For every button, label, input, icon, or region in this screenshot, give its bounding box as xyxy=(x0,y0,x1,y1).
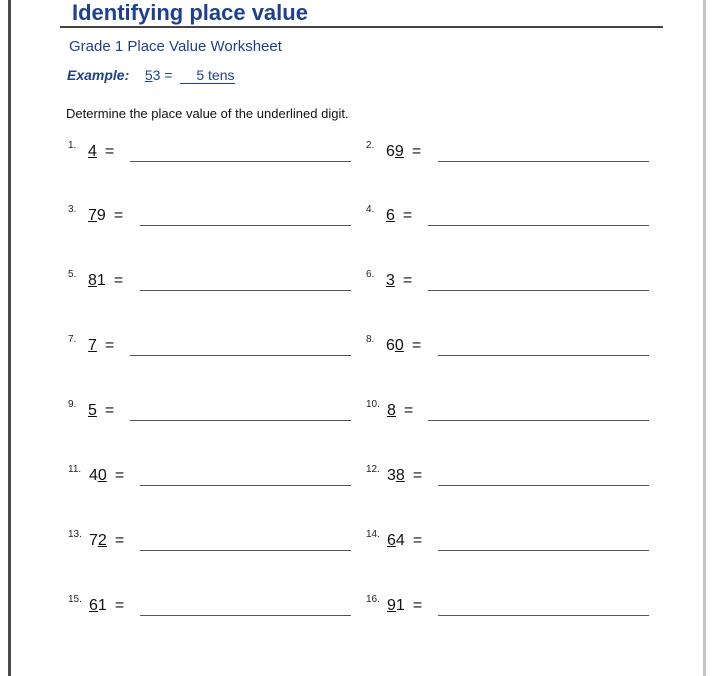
problem-number: 9. xyxy=(68,399,77,410)
problem-item xyxy=(68,529,358,556)
worksheet-title: Identifying place value xyxy=(72,0,308,25)
number-suffix: 1 xyxy=(96,272,106,289)
underlined-digit: 9 xyxy=(387,597,396,614)
problem-item xyxy=(68,464,358,491)
underlined-digit: 6 xyxy=(386,207,395,224)
underlined-digit: 3 xyxy=(386,272,395,289)
equals-sign: = xyxy=(403,402,414,419)
answer-line[interactable] xyxy=(130,355,351,356)
problem-expression xyxy=(89,532,124,550)
problem-number: 7. xyxy=(68,334,77,345)
equals-sign: = xyxy=(411,337,422,354)
problem-item xyxy=(68,140,358,167)
answer-line[interactable] xyxy=(438,615,649,616)
example-post: 3 = xyxy=(152,67,173,83)
problem-item xyxy=(68,204,358,231)
example-answer: 5 tens xyxy=(180,67,234,84)
equals-sign: = xyxy=(114,532,125,549)
problem-number: 3. xyxy=(68,204,77,215)
problem-number: 5. xyxy=(68,269,77,280)
equals-sign: = xyxy=(114,467,125,484)
equals-sign: = xyxy=(114,597,125,614)
problem-item xyxy=(366,334,656,361)
example-label: Example: xyxy=(67,67,130,83)
underlined-digit: 8 xyxy=(387,402,396,419)
problem-expression xyxy=(88,207,123,225)
answer-line[interactable] xyxy=(438,550,649,551)
example-line xyxy=(67,67,235,84)
underlined-digit: 0 xyxy=(97,467,107,484)
worksheet-subtitle: Grade 1 Place Value Worksheet xyxy=(69,38,282,55)
problem-number: 8. xyxy=(366,334,375,345)
problem-item xyxy=(366,204,656,231)
number-prefix: 6 xyxy=(386,143,395,160)
left-border xyxy=(8,0,11,676)
answer-line[interactable] xyxy=(130,420,351,421)
problem-item xyxy=(68,334,358,361)
problem-expression xyxy=(89,597,124,615)
instructions: Determine the place value of the underlined digit. xyxy=(66,106,349,121)
title-divider xyxy=(60,26,663,28)
problem-number: 12. xyxy=(366,464,380,475)
problem-item xyxy=(366,140,656,167)
problem-number: 11. xyxy=(68,464,82,475)
equals-sign: = xyxy=(113,207,124,224)
underlined-digit: 8 xyxy=(395,467,405,484)
answer-line[interactable] xyxy=(130,161,351,162)
underlined-digit: 7 xyxy=(88,337,97,354)
problem-expression xyxy=(88,272,123,290)
underlined-digit: 6 xyxy=(89,597,98,614)
problem-expression xyxy=(386,272,412,290)
problem-item xyxy=(366,269,656,296)
problem-expression xyxy=(89,467,124,485)
problem-number: 1. xyxy=(68,140,77,151)
answer-line[interactable] xyxy=(438,355,649,356)
problem-expression xyxy=(386,207,412,225)
equals-sign: = xyxy=(402,207,413,224)
equals-sign: = xyxy=(412,532,423,549)
equals-sign: = xyxy=(402,272,413,289)
problem-number: 10. xyxy=(366,399,380,410)
problem-number: 14. xyxy=(366,529,380,540)
problem-number: 4. xyxy=(366,204,375,215)
problem-expression xyxy=(88,337,114,355)
problem-number: 15. xyxy=(68,594,82,605)
problem-item xyxy=(68,269,358,296)
underlined-digit: 7 xyxy=(88,207,97,224)
equals-sign: = xyxy=(104,143,115,160)
problem-item xyxy=(366,399,656,426)
number-suffix: 9 xyxy=(96,207,106,224)
equals-sign: = xyxy=(412,597,423,614)
problem-expression xyxy=(88,143,114,161)
answer-line[interactable] xyxy=(428,225,649,226)
number-suffix: 4 xyxy=(395,532,405,549)
problem-number: 16. xyxy=(366,594,380,605)
problem-item xyxy=(366,594,656,621)
answer-line[interactable] xyxy=(140,290,351,291)
answer-line[interactable] xyxy=(140,550,351,551)
answer-line[interactable] xyxy=(428,420,649,421)
problem-number: 6. xyxy=(366,269,375,280)
problem-expression xyxy=(387,467,422,485)
equals-sign: = xyxy=(113,272,124,289)
number-suffix: 1 xyxy=(395,597,405,614)
problem-expression xyxy=(88,402,114,420)
problem-expression xyxy=(387,597,422,615)
underlined-digit: 6 xyxy=(387,532,396,549)
equals-sign: = xyxy=(411,143,422,160)
problem-item xyxy=(68,594,358,621)
problem-expression xyxy=(386,143,421,161)
underlined-digit: 8 xyxy=(88,272,97,289)
answer-line[interactable] xyxy=(438,485,649,486)
number-prefix: 3 xyxy=(387,467,396,484)
number-prefix: 4 xyxy=(89,467,98,484)
example-underlined-digit: 5 xyxy=(144,67,153,83)
equals-sign: = xyxy=(412,467,423,484)
answer-line[interactable] xyxy=(140,485,351,486)
problem-number: 2. xyxy=(366,140,375,151)
underlined-digit: 9 xyxy=(394,143,404,160)
number-suffix: 1 xyxy=(97,597,107,614)
problem-expression xyxy=(386,337,421,355)
answer-line[interactable] xyxy=(140,615,351,616)
problem-item xyxy=(68,399,358,426)
problem-expression xyxy=(387,532,422,550)
number-prefix: 7 xyxy=(89,532,98,549)
problem-number: 13. xyxy=(68,529,82,540)
equals-sign: = xyxy=(104,337,115,354)
right-border xyxy=(703,0,706,676)
answer-line[interactable] xyxy=(438,161,649,162)
number-prefix: 6 xyxy=(386,337,395,354)
problem-item xyxy=(366,464,656,491)
underlined-digit: 4 xyxy=(88,143,97,160)
underlined-digit: 0 xyxy=(394,337,404,354)
equals-sign: = xyxy=(104,402,115,419)
answer-line[interactable] xyxy=(140,225,351,226)
underlined-digit: 2 xyxy=(97,532,107,549)
underlined-digit: 5 xyxy=(88,402,97,419)
answer-line[interactable] xyxy=(428,290,649,291)
problem-item xyxy=(366,529,656,556)
problem-expression xyxy=(387,402,413,420)
